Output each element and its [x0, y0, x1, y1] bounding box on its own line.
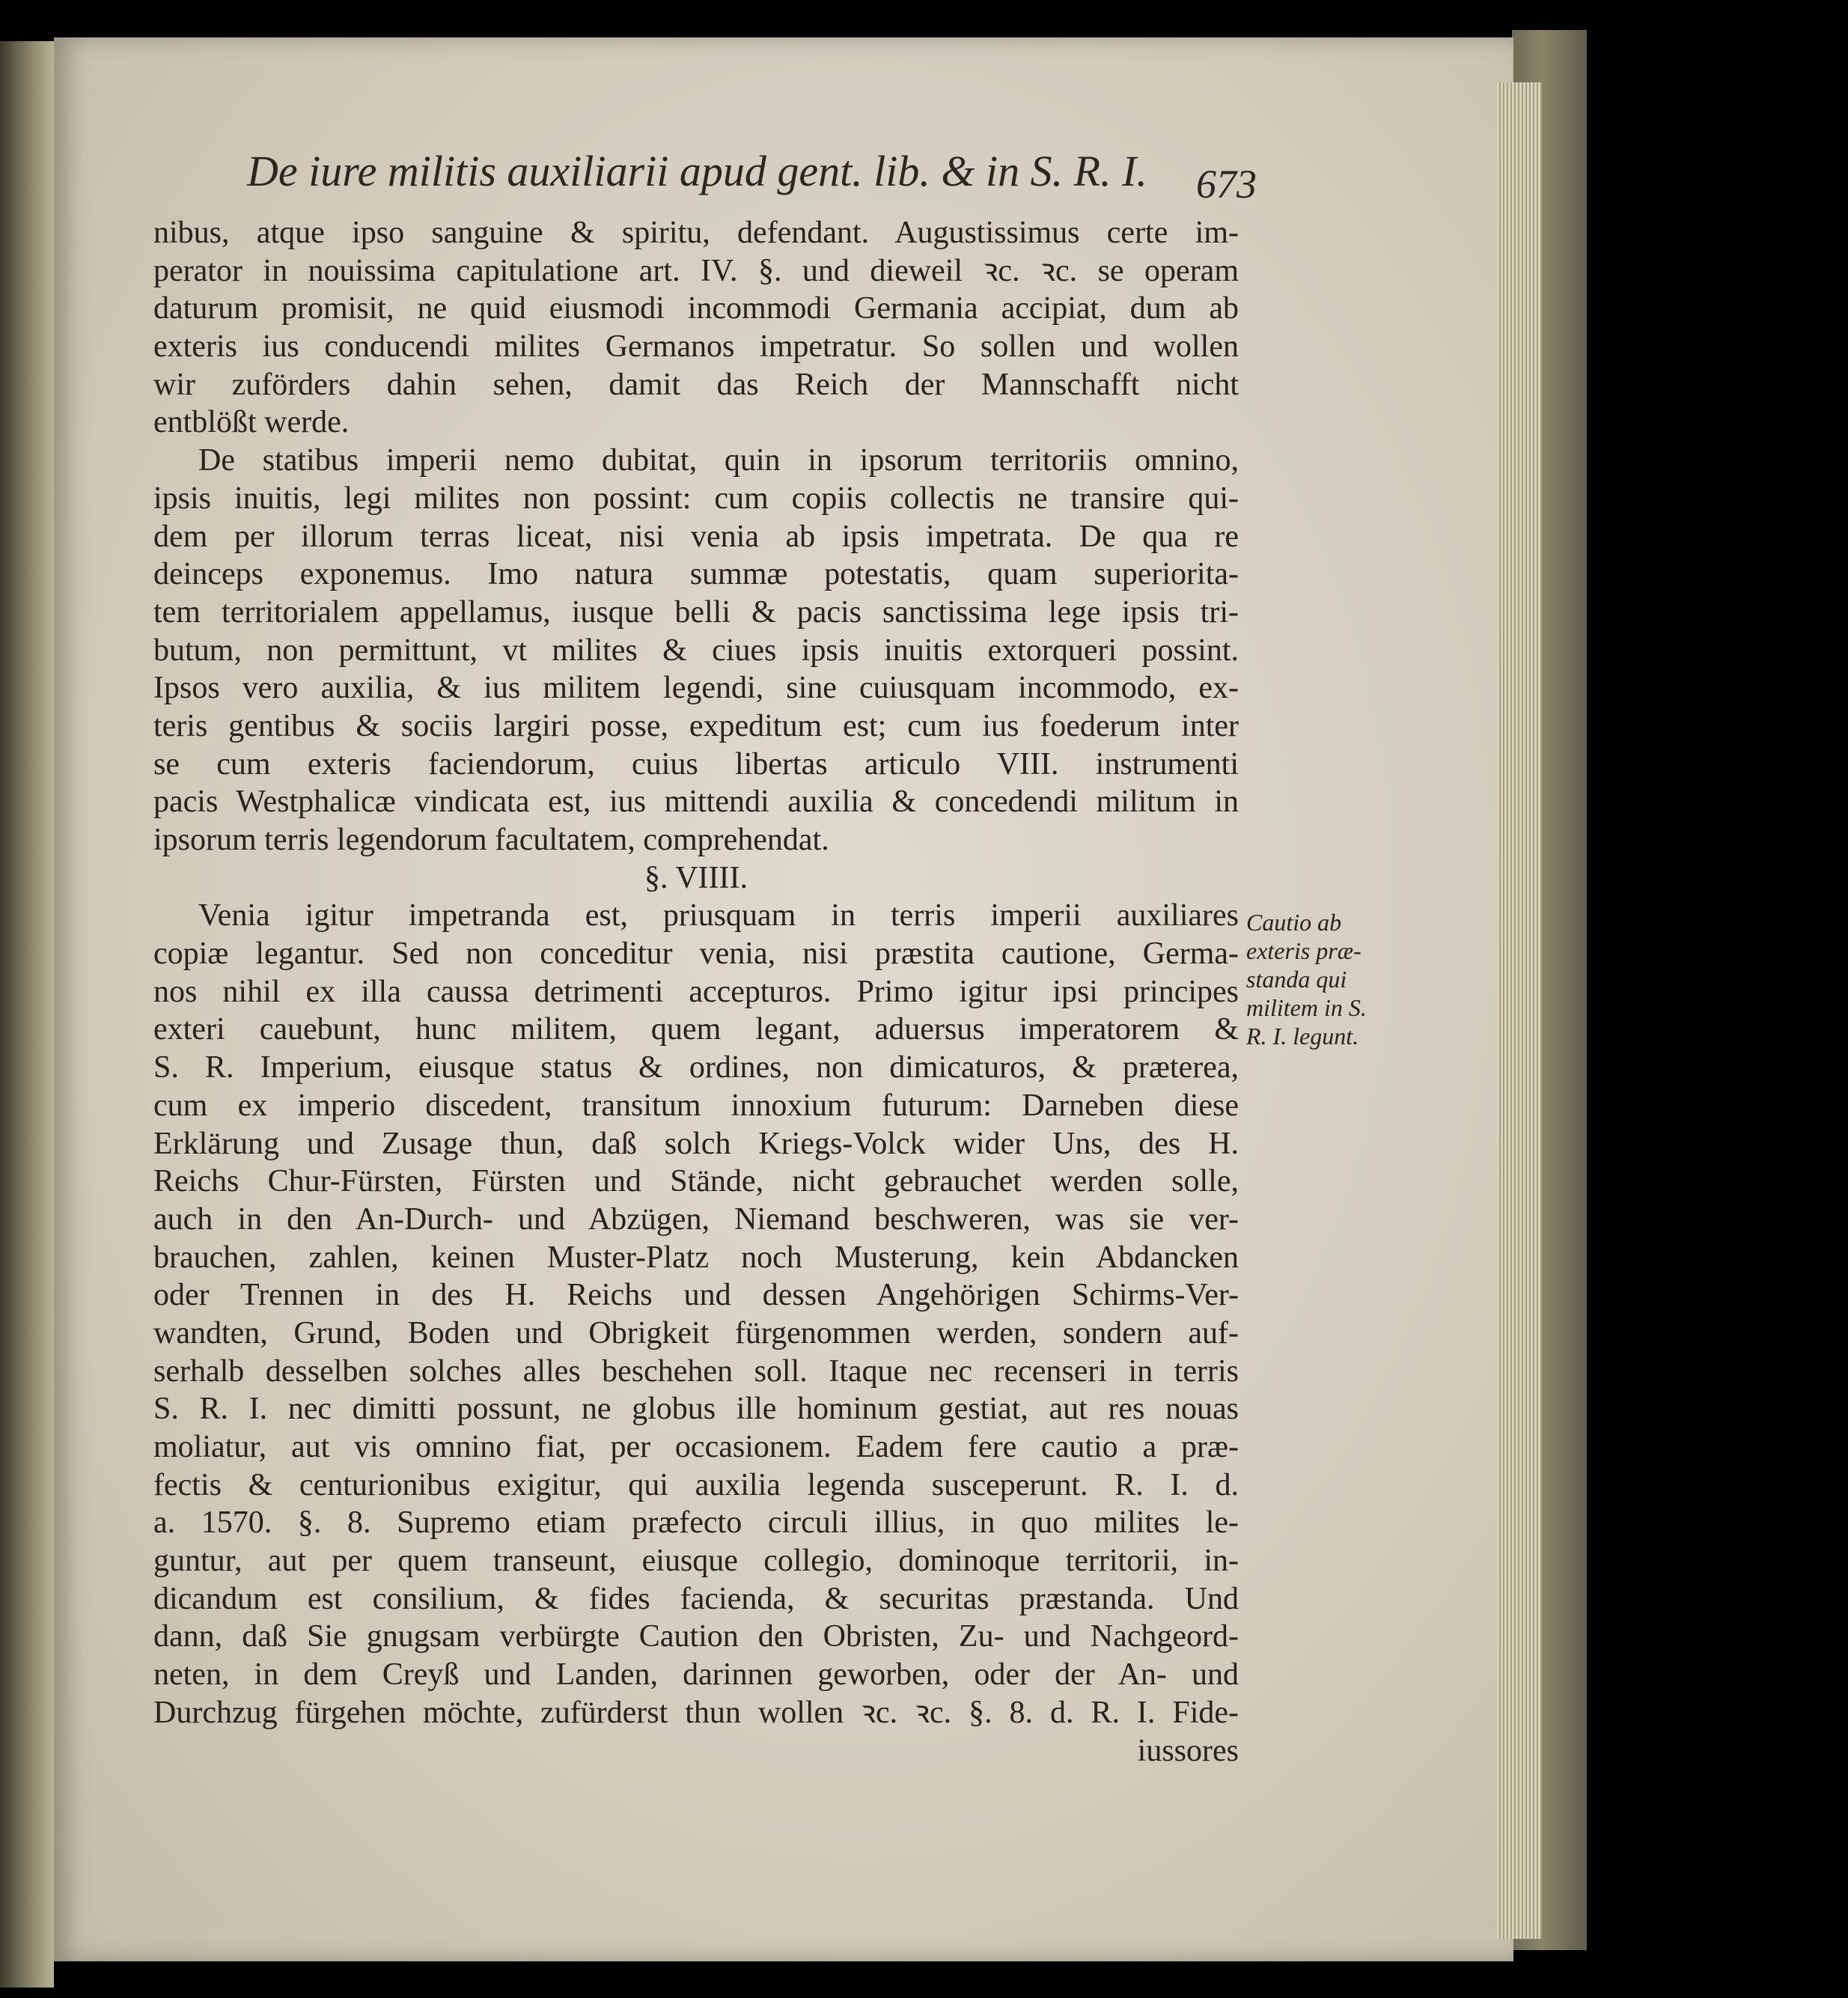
text-line: Venia igitur impetranda est, priusquam in terris imperii auxiliares	[198, 898, 1239, 933]
text-line: Erklärung und Zusage thun, daß solch Kriegs-Volck wider Uns, des H.	[153, 1126, 1239, 1161]
margin-note	[1246, 908, 1407, 1050]
text-line: auch in den An-Durch- und Abzügen, Niemand beschweren, was sie ver-	[153, 1201, 1239, 1237]
text-line: Durchzug fürgehen möchte, zufürderst thun wollen ꝛc. ꝛc. §. 8. d. R. I. Fide-	[153, 1695, 1239, 1730]
text-line: copiæ legantur. Sed non conceditur venia, nisi præstita cautione, Germa-	[153, 936, 1239, 972]
text-line: Ipsos vero auxilia, & ius militem legendi, sine cuiusquam incommodo, ex-	[153, 671, 1239, 706]
text-line: tem territorialem appellamus, iusque belli & pacis sanctissima lege ipsis tri-	[153, 594, 1239, 630]
text-line: dicandum est consilium, & fides facienda, & securitas præstanda. Und	[153, 1581, 1239, 1616]
text-line: ipsorum terris legendorum facultatem, comprehendat.	[153, 823, 829, 857]
text-line: brauchen, zahlen, keinen Muster-Platz noch Musterung, kein Abdancken	[153, 1240, 1239, 1275]
text-line: dann, daß Sie gnugsam verbürgte Caution den Obristen, Zu- und Nachgeord-	[153, 1619, 1239, 1654]
text-line: deinceps exponemus. Imo natura summæ potestatis, quam superiorita-	[153, 557, 1239, 592]
margin-note-line: militem in S.	[1246, 994, 1367, 1021]
text-line: a. 1570. §. 8. Supremo etiam præfecto circuli illius, in quo milites le-	[153, 1505, 1239, 1541]
margin-note-line: R. I. legunt.	[1246, 1023, 1359, 1050]
text-line: fectis & centurionibus exigitur, qui auxilia legenda susceperunt. R. I. d.	[153, 1467, 1239, 1502]
catchword: iussores	[1137, 1733, 1239, 1768]
text-line: cum ex imperio discedent, transitum innoxium futurum: Darneben diese	[153, 1088, 1239, 1123]
text-line: exteris ius conducendi milites Germanos impetratur. So sollen und wollen	[153, 329, 1239, 365]
text-line: ipsis inuitis, legi milites non possint: cum copiis collectis ne transire qui-	[153, 481, 1239, 516]
margin-note-line: standa qui	[1246, 966, 1347, 993]
text-line: serhalb desselben solches alles beschehen soll. Itaque nec recenseri in terris	[153, 1353, 1239, 1389]
text-line: se cum exteris faciendorum, cuius libertas articulo VIII. instrumenti	[153, 746, 1239, 782]
previous-page-edge	[0, 41, 54, 1988]
text-line: Reichs Chur-Fürsten, Fürsten und Stände, nicht gebrauchet werden solle,	[153, 1164, 1239, 1199]
text-line: oder Trennen in des H. Reichs und dessen Angehörigen Schirms-Ver-	[153, 1278, 1239, 1313]
text-line: S. R. I. nec dimitti possunt, ne globus ille hominum gestiat, aut res nouas	[153, 1392, 1239, 1427]
text-line: guntur, aut per quem transeunt, eiusque collegio, dominoque territorii, in-	[153, 1544, 1239, 1579]
text-line: nos nihil ex illa caussa detrimenti accepturos. Primo igitur ipsi principes	[153, 974, 1239, 1009]
page-number: 673	[1196, 162, 1257, 207]
text-line: exteri cauebunt, hunc militem, quem legant, aduersus imperatorem &	[153, 1012, 1239, 1047]
text-line: De statibus imperii nemo dubitat, quin in ipsorum territoriis omnino,	[198, 443, 1239, 478]
text-line: neten, in dem Creyß und Landen, darinnen geworben, oder der An- und	[153, 1657, 1239, 1693]
text-line: butum, non permittunt, vt milites & ciues ipsis inuitis extorqueri possint.	[153, 633, 1239, 668]
text-line: perator in nouissima capitulatione art. IV. §. und dieweil ꝛc. ꝛc. se operam	[153, 253, 1239, 288]
text-line: entblößt werde.	[153, 405, 350, 440]
body-text	[153, 214, 1239, 1770]
text-line: teris gentibus & sociis largiri posse, expeditum est; cum ius foederum inter	[153, 708, 1239, 743]
text-line: S. R. Imperium, eiusque status & ordines, non dimicaturos, & præterea,	[153, 1050, 1239, 1085]
running-head: De iure militis auxiliarii apud gent. lib. & in S. R. I.	[247, 147, 1147, 195]
text-line: nibus, atque ipso sanguine & spiritu, defendant. Augustissimus certe im-	[153, 216, 1239, 250]
margin-note-line: exteris præ-	[1246, 937, 1361, 964]
text-line: pacis Westphalicæ vindicata est, ius mittendi auxilia & concedendi militum in	[153, 785, 1239, 820]
text-line: daturum promisit, ne quid eiusmodi incommodi Germania accipiat, dum ab	[153, 291, 1239, 326]
page-stack-edges	[1497, 82, 1542, 1939]
text-line: wir zuförders dahin sehen, damit das Reich der Mannschafft nicht	[153, 367, 1239, 402]
margin-note-line: Cautio ab	[1246, 909, 1342, 936]
text-line: wandten, Grund, Boden und Obrigkeit fürgenommen werden, sondern auf-	[153, 1315, 1239, 1350]
section-heading: §. VIIII.	[644, 860, 748, 895]
text-line: moliatur, aut vis omnino fiat, per occasionem. Eadem fere cautio a præ-	[153, 1430, 1239, 1464]
text-line: dem per illorum terras liceat, nisi venia ab ipsis impetrata. De qua re	[153, 519, 1239, 554]
